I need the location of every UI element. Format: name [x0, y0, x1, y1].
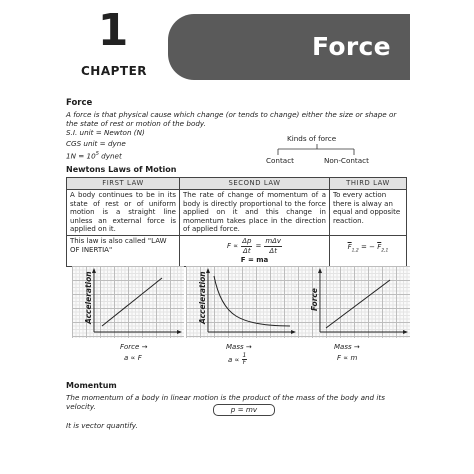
momentum-definition: The momentum of a body in linear motion is the product of the mass of the body and its velocity. — [66, 393, 385, 411]
acceleration-force-graph — [72, 266, 184, 338]
momentum-heading: Momentum — [66, 381, 117, 390]
contact-force-label: Contact — [266, 156, 294, 165]
third-law-formula: $\overline{F}_{1,2}$ = − $\overline{F}_{2,1}$ — [330, 235, 407, 266]
graph2-y-label: Acceleration — [198, 271, 207, 324]
second-law-header: SECOND LAW — [180, 178, 330, 190]
third-law-header: THIRD LAW — [330, 178, 407, 190]
force-mass-graph — [298, 266, 410, 338]
first-law-note: This law is also called "LAW OF INERTIA" — [67, 235, 180, 266]
first-law-header: FIRST LAW — [67, 178, 180, 190]
momentum-formula: p = mv — [213, 404, 275, 416]
second-law-description: The rate of change of momentum of a body is directly proportional to the force applied on it and this change in momentum takes place in the direction of applied force. — [180, 190, 330, 236]
force-heading: Force — [66, 98, 93, 108]
non-contact-force-label: Non-Contact — [324, 156, 369, 165]
chapter-label: CHAPTER — [80, 64, 148, 78]
acceleration-mass-graph — [186, 266, 298, 338]
momentum-note: It is vector quantify. — [66, 421, 138, 430]
graph1-x-label: Force → — [120, 343, 148, 351]
graph3-relation: F ∝ m — [337, 354, 358, 362]
newtons-laws-table — [66, 177, 407, 267]
first-law-description: A body continues to be in its state of rest or of uniform motion is a straight line unless an external force is applied on it. — [67, 190, 180, 236]
force-definition: A force is that physical cause which change (or tends to change) either the size or shape or the state of rest or motion of the body. — [66, 110, 397, 128]
graph1-relation: a ∝ F — [124, 354, 142, 362]
graph2-x-label: Mass → — [226, 343, 252, 351]
cgs-unit: CGS unit = dyne — [66, 139, 126, 148]
si-unit: S.I. unit = Newton (N) — [66, 128, 145, 137]
chapter-title: Force — [312, 32, 391, 61]
second-law-result: F = ma — [240, 256, 269, 265]
kinds-of-force-tree — [262, 143, 372, 157]
chapter-number: 1 — [97, 5, 129, 56]
newton-dyne-conversion: $1N = 10^5$ dynet — [66, 151, 122, 161]
second-law-formula: F ∝ $\frac{\Delta p}{\Delta t}$ = mΔv Δt F = ma — [180, 235, 330, 266]
kinds-of-force-title: Kinds of force — [287, 134, 337, 143]
graph1-y-label: Acceleration — [84, 271, 93, 324]
graph3-y-label: Force — [310, 288, 319, 311]
newtons-laws-heading: Newtons Laws of Motion — [66, 165, 177, 174]
graph3-x-label: Mass → — [334, 343, 360, 351]
graph2-relation: a ∝ 1 F — [228, 352, 247, 366]
third-law-description: To every action there is alway an equal and opposite reaction. — [330, 190, 407, 236]
